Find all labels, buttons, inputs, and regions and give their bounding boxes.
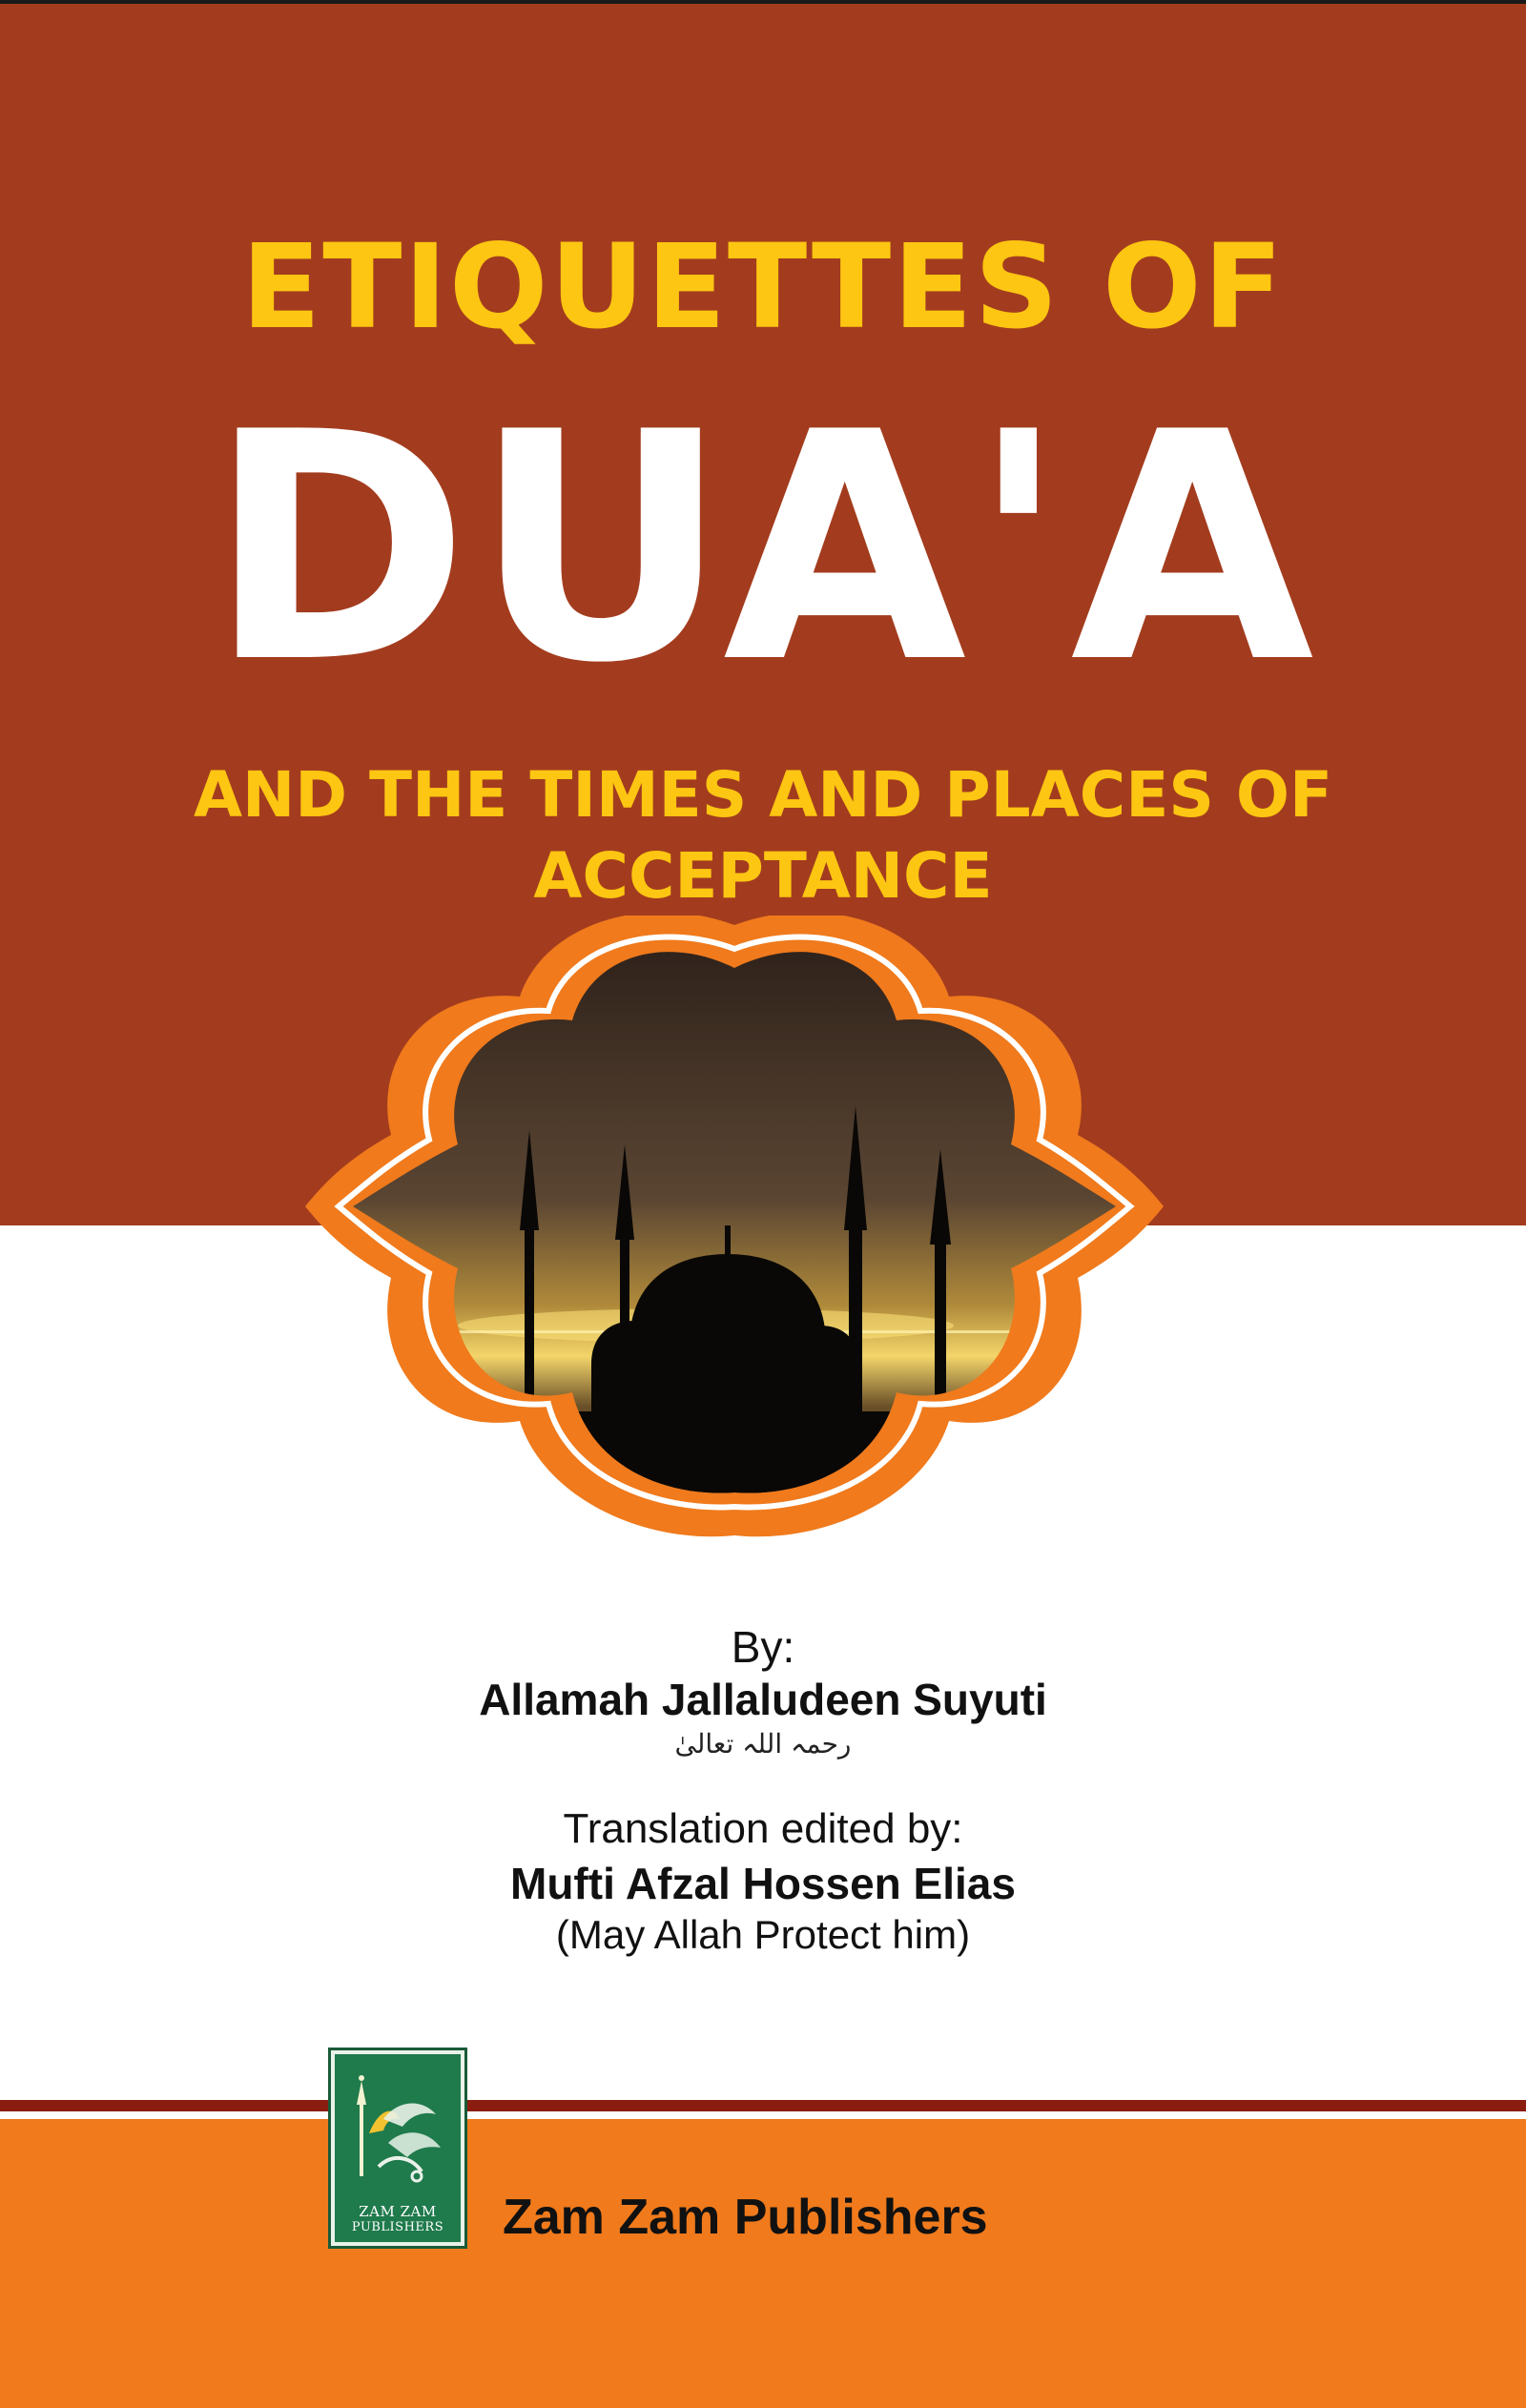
mosque-emblem: [305, 916, 1164, 1545]
subtitle-line2: ACCEPTANCE: [533, 839, 993, 913]
author-honorific: رحمہ اللہ تعالیٰ: [674, 1728, 852, 1760]
bottom-rule-light: [0, 2111, 1526, 2119]
author-name: Allamah Jallaludeen Suyuti: [479, 1675, 1047, 1724]
publisher-name: Zam Zam Publishers: [503, 2190, 988, 2245]
translation-label: Translation edited by:: [563, 1805, 963, 1852]
subtitle-line1: AND THE TIMES AND PLACES OF: [193, 758, 1333, 832]
editor-name: Mufti Afzal Hossen Elias: [510, 1859, 1016, 1908]
pre-title: ETIQUETTES OF: [240, 219, 1286, 355]
publisher-logo: [331, 2050, 464, 2246]
zam-zam-logo-icon: [340, 2062, 455, 2195]
bottom-color-band: [0, 2119, 1526, 2408]
logo-text-line1: ZAM ZAM: [359, 2203, 437, 2220]
editor-note: (May Allah Protect him): [555, 1912, 971, 1957]
bottom-rule-dark: [0, 2100, 1526, 2111]
main-title: DUA'A: [208, 365, 1318, 731]
logo-text-line2: PUBLISHERS: [351, 2220, 444, 2234]
by-label: By:: [731, 1622, 795, 1672]
